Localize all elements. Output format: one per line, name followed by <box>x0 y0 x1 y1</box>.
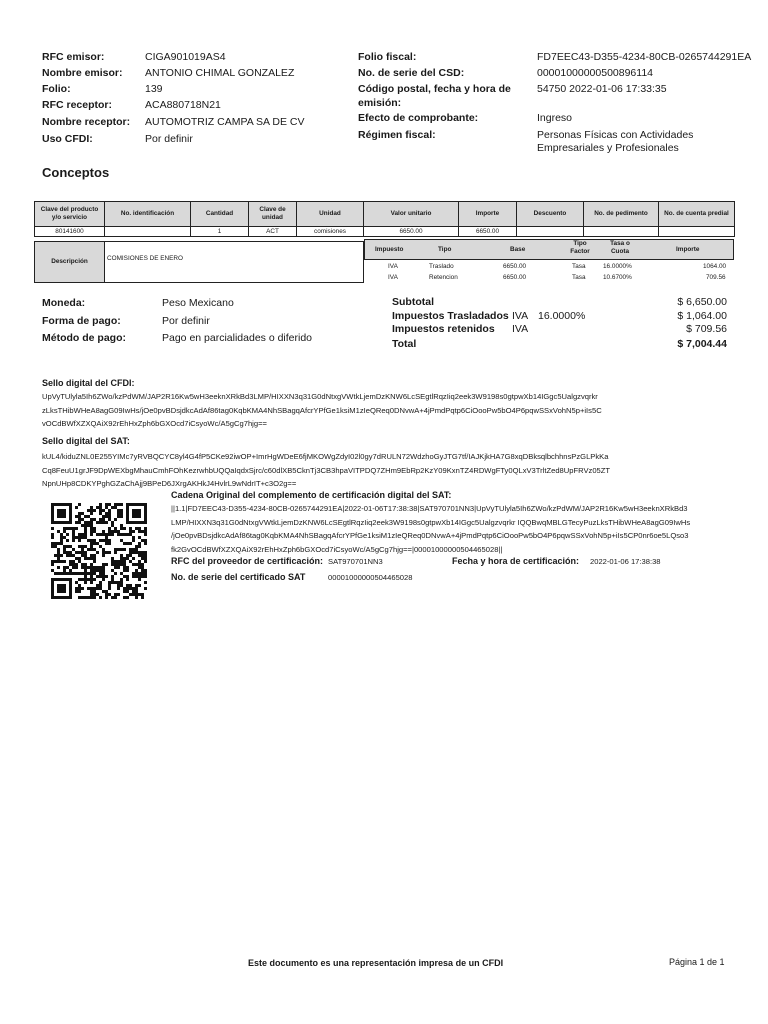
imp-tipo: Retencion <box>429 274 458 281</box>
sello-cfdi-title: Sello digital del CFDI: <box>42 378 135 388</box>
fecha-certificacion-label: Fecha y hora de certificación: <box>452 556 580 566</box>
nombre-emisor-label: Nombre emisor: <box>42 67 123 79</box>
imp-importe: 709.56 <box>706 274 726 281</box>
cadena-line: LMP/HIXXN3q31G0dNtxgVWtkLjemDzKNW6LcSEgtlRqzIiq2eek3W9198s0gtpwXb14IGgc5Ualgzvqrkr IQQBwqMBLGTecyPuzLksTHibWHeA8agG09IwHs <box>171 517 691 527</box>
metodo-pago-label: Método de pago: <box>42 332 126 344</box>
nombre-receptor-value: AUTOMOTRIZ CAMPA SA DE CV <box>145 116 305 128</box>
col-no-cuenta-predial: No. de cuenta predial <box>659 202 735 227</box>
rfc-emisor-label: RFC emisor: <box>42 51 105 63</box>
page-number: Página 1 de 1 <box>669 957 725 967</box>
imp-tipo: Traslado <box>429 263 454 270</box>
regimen-label: Régimen fiscal: <box>358 129 436 141</box>
imp-base: 6650.00 <box>503 263 527 270</box>
imp-head-importe: Importe <box>676 246 700 253</box>
forma-pago-label: Forma de pago: <box>42 315 121 327</box>
impuestos-header <box>364 239 734 260</box>
col-no-pedimento: No. de pedimento <box>584 202 659 227</box>
codigo-label-line2: emisión: <box>358 97 402 109</box>
sello-sat-line: NpnUHp8CDKYPghGZaChAjj9BPeD6JXrgAKHkJ4HvlrL9wNdrIT+c3O2g== <box>42 479 297 488</box>
cell-clave-producto: 80141600 <box>35 227 105 237</box>
imp-base: 6650.00 <box>503 274 527 281</box>
cell-importe: 6650.00 <box>459 227 517 237</box>
col-clave-unidad: Clave de unidad <box>249 202 297 227</box>
nombre-emisor-value: ANTONIO CHIMAL GONZALEZ <box>145 67 295 79</box>
imp-tasa: 10.6700% <box>603 274 632 281</box>
sello-sat-title: Sello digital del SAT: <box>42 436 130 446</box>
cell-no-identificacion <box>105 227 191 237</box>
col-valor-unitario: Valor unitario <box>364 202 459 227</box>
col-descuento: Descuento <box>517 202 584 227</box>
folio-fiscal-value: FD7EEC43-D355-4234-80CB-0265744291EA <box>537 51 752 63</box>
rfc-receptor-value: ACA880718N21 <box>145 99 221 111</box>
rfc-proveedor-label: RFC del proveedor de certificación: <box>171 556 324 566</box>
descripcion-label: Descripción <box>35 242 105 282</box>
trasladados-tax: IVA <box>512 310 529 322</box>
conceptos-title: Conceptos <box>42 165 110 180</box>
serie-csd-value: 00001000000500896114 <box>537 67 654 79</box>
cell-valor-unitario: 6650.00 <box>364 227 459 237</box>
folio-value: 139 <box>145 83 163 95</box>
sello-cfdi-line: zLksTHibWHeA8agG09IwHs/jOe0pvBDsjdkcAdAf86tag0KqbKMA4NhSBagqAfcrYPfGe1ksiM1zIeQReq0DNvwA+4jPmdPqtp6CiOooPw5bO4P6pqwSSxVohN5p+iIs5C <box>42 405 602 415</box>
cell-no-pedimento <box>584 227 659 237</box>
rfc-emisor-value: CIGA901019AS4 <box>145 51 226 63</box>
col-clave-producto: Clave del producto y/o servicio <box>35 202 105 227</box>
col-no-identificacion: No. identificación <box>105 202 191 227</box>
codigo-label-line1: Código postal, fecha y hora de <box>358 83 511 95</box>
total-label: Total <box>392 338 417 350</box>
moneda-label: Moneda: <box>42 297 86 309</box>
regimen-value-line1: Personas Físicas con Actividades <box>537 129 694 141</box>
rfc-proveedor-value: SAT970701NN3 <box>328 557 383 566</box>
trasladados-value: $ 1,064.00 <box>677 310 727 322</box>
trasladados-label: Impuestos Trasladados <box>392 310 509 322</box>
forma-pago-value: Por definir <box>162 315 210 327</box>
serie-certificado-sat-label: No. de serie del certificado SAT <box>171 572 306 582</box>
imp-tasa: 16.0000% <box>603 263 632 270</box>
sello-cfdi-line: vOCdBWfXZXQAiX92rEhHxZph6bGXOcd7iCsyoWc/A5gCg7hjg== <box>42 419 267 428</box>
sello-cfdi-value <box>42 390 732 431</box>
descripcion-box <box>34 241 364 283</box>
cadena-original-title: Cadena Original del complemento de certificación digital del SAT: <box>171 490 452 500</box>
folio-label: Folio: <box>42 83 71 95</box>
qr-code <box>51 503 147 599</box>
serie-csd-label: No. de serie del CSD: <box>358 67 465 79</box>
imp-tipo-factor: Tasa <box>572 263 586 270</box>
footer-note: Este documento es una representación impresa de un CFDI <box>248 958 504 968</box>
retenidos-label: Impuestos retenidos <box>392 323 495 335</box>
efecto-value: Ingreso <box>537 112 573 124</box>
col-unidad: Unidad <box>297 202 364 227</box>
subtotal-label: Subtotal <box>392 296 434 308</box>
cadena-line: fk2GvOCdBWfXZXQAiX92rEhHxZph6bGXOcd7iCsyoWc/A5gCg7hjg==|00001000000504465028|| <box>171 544 503 554</box>
uso-cfdi-label: Uso CFDI: <box>42 133 93 145</box>
conceptos-table <box>34 201 735 237</box>
cell-descuento <box>517 227 584 237</box>
cadena-line: ||1.1|FD7EEC43-D355-4234-80CB-0265744291EA|2022-01-06T17:38:38|SAT970701NN3|UpVyTUlyla5Ih6ZWo/kzPdWM/JAP2R16Kw5wH3eeknXRkBd3 <box>171 504 688 513</box>
imp-impuesto: IVA <box>388 263 398 270</box>
col-importe: Importe <box>459 202 517 227</box>
sello-sat-line: Cq8FeuU1grJF9DpWEXbgMhauCmhFOhKezrwhbUQQaIqdxSjrc/c60dlXB5CknTj3CB3hpaVITPDQ7ZHm9EbRp2KzY09KxnTZ4RDWgFTy0QLxV3TrltZed8UpFRVz05ZT <box>42 465 611 475</box>
cadena-original-value <box>171 502 741 556</box>
cell-no-cuenta-predial <box>659 227 735 237</box>
folio-fiscal-label: Folio fiscal: <box>358 51 417 63</box>
retenidos-value: $ 709.56 <box>686 323 727 335</box>
moneda-value: Peso Mexicano <box>162 297 234 309</box>
metodo-pago-value: Pago en parcialidades o diferido <box>162 332 313 344</box>
imp-head-base: Base <box>510 246 526 253</box>
cell-cantidad: 1 <box>191 227 249 237</box>
cadena-line: /jOe0pvBDsjdkcAdAf86tag0KqbKMA4NhSBagqAfcrYPfGe1ksiM1zIeQReq0DNvwA+4jPmdPqtp6CiOooPw5bO4P6pqwSSxVohN5p+iIs5CP0nr6oe5LQso3 <box>171 531 689 540</box>
cell-unidad: comisiones <box>297 227 364 237</box>
imp-head-tipo-factor: Tipo Factor <box>570 240 590 256</box>
subtotal-value: $ 6,650.00 <box>677 296 727 308</box>
imp-head-tasa-cuota: Tasa o Cuota <box>610 240 630 256</box>
rfc-receptor-label: RFC receptor: <box>42 99 113 111</box>
nombre-receptor-label: Nombre receptor: <box>42 116 131 128</box>
imp-tipo-factor: Tasa <box>572 274 586 281</box>
sello-sat-value <box>42 450 732 491</box>
uso-cfdi-value: Por definir <box>145 133 193 145</box>
table-row <box>35 227 735 237</box>
cell-clave-unidad: ACT <box>249 227 297 237</box>
imp-head-impuesto: Impuesto <box>375 246 404 253</box>
descripcion-value: COMISIONES DE ENERO <box>107 255 183 262</box>
codigo-value: 54750 2022-01-06 17:33:35 <box>537 83 667 95</box>
serie-certificado-sat-value: 00001000000504465028 <box>328 573 413 582</box>
trasladados-rate: 16.0000% <box>538 310 586 322</box>
imp-importe: 1064.00 <box>703 263 727 270</box>
regimen-value-line2: Empresariales y Profesionales <box>537 142 679 154</box>
conceptos-header-row <box>35 202 735 227</box>
col-cantidad: Cantidad <box>191 202 249 227</box>
efecto-label: Efecto de comprobante: <box>358 112 479 124</box>
imp-impuesto: IVA <box>388 274 398 281</box>
fecha-certificacion-value: 2022-01-06 17:38:38 <box>590 557 661 566</box>
sello-sat-line: kUL4/kiduZNL0E255YIMc7yRVBQCYC8yl4G4fP5CKe92iwOP+ImrHgWDeE6fjMKOWgZdyI02l0gy7dRULN72WdzhoGyJTG7tf/IAJKjkHA7G8xqDBksqlbchhnsPzGLPkKa <box>42 452 609 461</box>
imp-head-tipo: Tipo <box>438 246 452 253</box>
retenidos-tax: IVA <box>512 323 529 335</box>
total-value: $ 7,004.44 <box>677 338 727 350</box>
sello-cfdi-line: UpVyTUlyla5Ih6ZWo/kzPdWM/JAP2R16Kw5wH3eeknXRkBd3LMP/HIXXN3q31G0dNtxgVWtkLjemDzKNW6LcSEgtlRqzIiq2eek3W9198s0gtpwXb14IGgc5Ualgzvqrkr <box>42 392 598 401</box>
